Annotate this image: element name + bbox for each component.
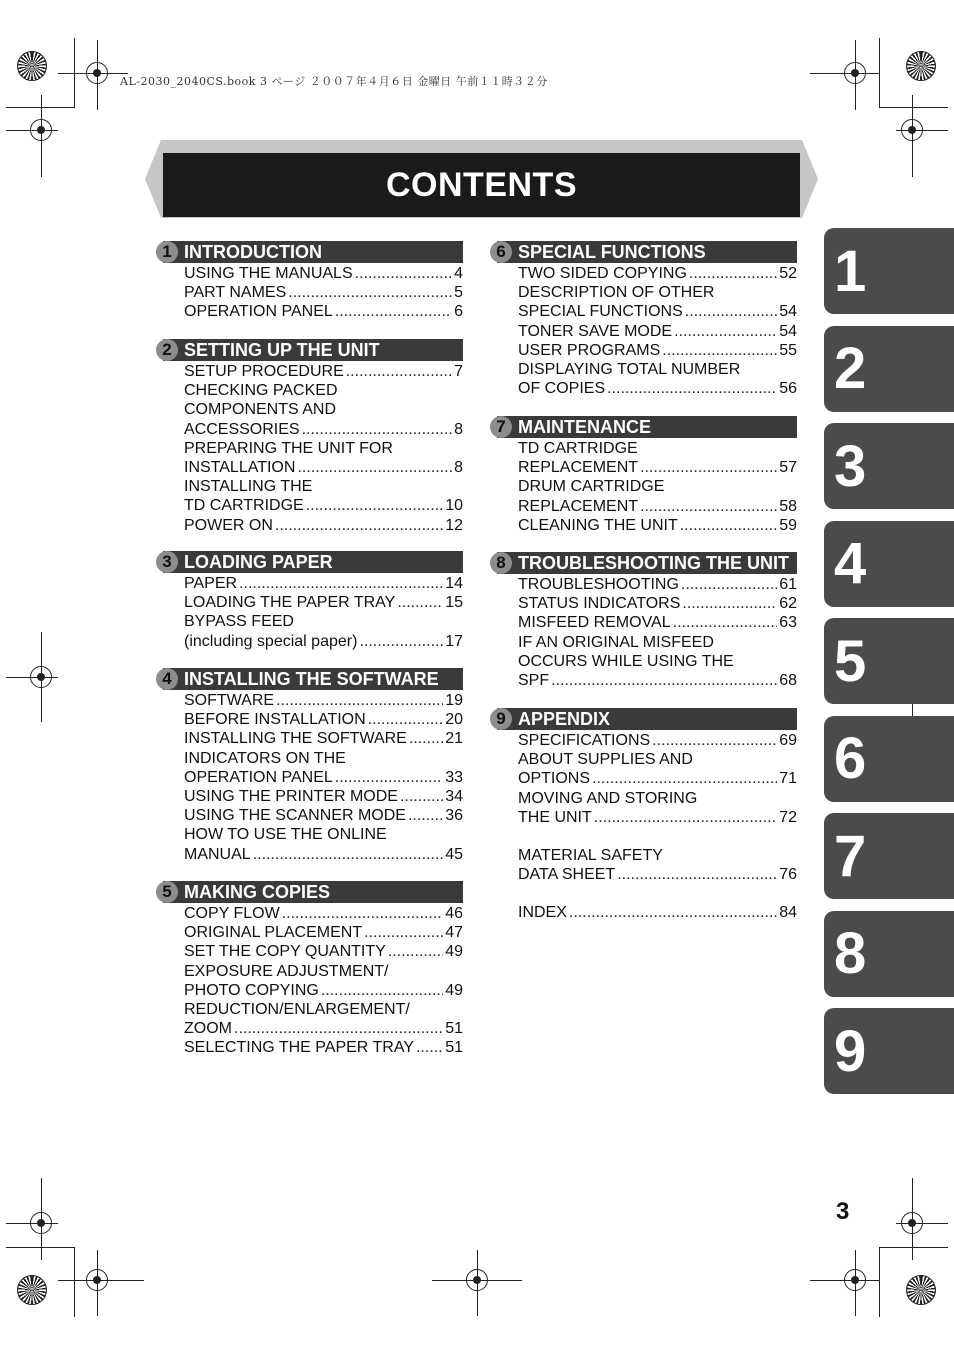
section-entries — [518, 439, 797, 535]
dot-leader — [239, 574, 443, 593]
dot-leader — [617, 865, 777, 884]
section-title: APPENDIX — [518, 708, 611, 729]
chapter-tab-label: 4 — [834, 531, 867, 596]
dot-leader — [335, 768, 443, 787]
section-number-badge: 9 — [490, 708, 512, 730]
toc-entry[interactable] — [184, 923, 463, 942]
entry-page: 17 — [445, 632, 463, 650]
toc-entry[interactable] — [184, 362, 463, 381]
toc-entry[interactable] — [184, 981, 463, 1000]
entry-text: HOW TO USE THE ONLINE — [184, 826, 387, 844]
toc-entry[interactable] — [518, 379, 797, 398]
dot-leader — [397, 593, 443, 612]
section-number-badge: 2 — [156, 339, 178, 361]
registration-mark-icon — [30, 119, 52, 141]
section-header — [163, 551, 463, 573]
dot-leader — [681, 575, 777, 594]
entry-spacer — [518, 884, 797, 903]
entry-text: SPF — [518, 672, 550, 690]
section-number-badge: 1 — [156, 241, 178, 263]
chapter-tab-9[interactable] — [824, 1008, 954, 1094]
entry-text: ORIGINAL PLACEMENT — [184, 924, 363, 942]
entry-page: 76 — [779, 866, 797, 884]
dot-leader — [408, 806, 443, 825]
dot-leader — [652, 731, 777, 750]
entry-text: PART NAMES — [184, 284, 287, 302]
entry-text: INDICATORS ON THE — [184, 749, 346, 767]
toc-entry[interactable] — [184, 806, 463, 825]
toc-entry[interactable] — [518, 846, 797, 865]
toc-entry[interactable] — [184, 1038, 463, 1057]
entry-page: 84 — [779, 904, 797, 922]
registration-mark-icon — [466, 1269, 488, 1291]
dot-leader — [276, 691, 443, 710]
entry-page: 33 — [445, 768, 463, 786]
chapter-tab-8[interactable] — [824, 911, 954, 997]
chapter-tab-4[interactable] — [824, 521, 954, 607]
entry-text: DESCRIPTION OF OTHER — [518, 284, 715, 302]
section-header — [163, 668, 463, 690]
section-title: INSTALLING THE SOFTWARE — [184, 668, 439, 689]
section-title: TROUBLESHOOTING THE UNIT — [518, 552, 789, 573]
entry-text: CLEANING THE UNIT — [518, 516, 678, 534]
entry-text: TD CARTRIDGE — [184, 497, 304, 515]
entry-text: SOFTWARE — [184, 692, 275, 709]
dot-leader — [302, 420, 453, 439]
entry-page: 46 — [445, 905, 463, 922]
toc-entry[interactable] — [518, 594, 797, 613]
toc-section — [163, 668, 463, 864]
dot-leader — [346, 362, 452, 381]
entry-text: DATA SHEET — [518, 866, 616, 884]
starburst-mark-icon — [906, 51, 936, 81]
page-title: CONTENTS — [386, 165, 577, 204]
section-number-badge: 6 — [490, 241, 512, 263]
dot-leader — [680, 516, 777, 535]
section-header — [497, 241, 797, 263]
registration-mark-icon — [901, 119, 923, 141]
entry-page: 51 — [445, 1039, 463, 1057]
section-title: MAKING COPIES — [184, 881, 331, 902]
section-entries — [518, 575, 797, 690]
toc-entry[interactable] — [518, 497, 797, 516]
toc-entry[interactable] — [184, 283, 463, 302]
registration-mark-icon — [901, 1212, 923, 1234]
toc-entry[interactable] — [518, 264, 797, 283]
entry-page: 69 — [779, 732, 797, 749]
toc-entry[interactable] — [184, 574, 463, 593]
entry-text: BEFORE INSTALLATION — [184, 711, 366, 729]
entry-page: 45 — [445, 845, 463, 863]
dot-leader — [673, 613, 778, 632]
entry-text: DRUM CARTRIDGE — [518, 478, 665, 496]
dot-leader — [364, 923, 443, 942]
dot-leader — [253, 845, 444, 864]
dot-leader — [400, 787, 443, 806]
toc-section — [163, 881, 463, 1058]
entry-text: SELECTING THE PAPER TRAY — [184, 1039, 414, 1057]
chapter-tab-1[interactable] — [824, 228, 954, 314]
entry-text: COMPONENTS AND — [184, 401, 337, 419]
toc-section — [497, 241, 797, 398]
entry-page: 57 — [779, 459, 797, 477]
entry-text: REDUCTION/ENLARGEMENT/ — [184, 1001, 410, 1019]
section-entries — [518, 264, 797, 398]
entry-text: OF COPIES — [518, 380, 606, 398]
section-header — [497, 552, 797, 574]
entry-page: 47 — [445, 924, 463, 942]
dot-leader — [594, 808, 777, 827]
entry-text: PHOTO COPYING — [184, 981, 319, 999]
toc-entry[interactable] — [518, 302, 797, 321]
toc-section — [163, 339, 463, 535]
section-entries — [184, 264, 463, 322]
entry-text: PAPER — [184, 575, 238, 592]
chapter-tab-label: 7 — [834, 823, 867, 889]
toc-entry[interactable] — [518, 769, 797, 788]
toc-entry[interactable] — [184, 845, 463, 864]
entry-page: 15 — [445, 594, 463, 612]
toc-entry[interactable] — [184, 825, 463, 844]
toc-section — [163, 241, 463, 322]
toc-entry[interactable] — [184, 516, 463, 535]
toc-entry[interactable] — [184, 1019, 463, 1038]
chapter-tab-label: 1 — [834, 238, 867, 304]
dot-leader — [551, 671, 777, 690]
entry-text: OPERATION PANEL — [184, 768, 333, 786]
chapter-tab-label: 5 — [834, 628, 867, 694]
entry-page: 20 — [445, 711, 463, 729]
entry-page: 56 — [779, 380, 797, 398]
dot-leader — [282, 904, 443, 923]
dot-leader — [335, 302, 452, 321]
entry-text: USING THE MANUALS — [184, 265, 353, 282]
entry-text: SPECIAL FUNCTIONS — [518, 303, 683, 321]
section-entries — [184, 574, 463, 651]
toc-section — [497, 552, 797, 690]
entry-text: LOADING THE PAPER TRAY — [184, 594, 396, 612]
dot-leader — [388, 942, 443, 961]
chapter-tab-6[interactable] — [824, 716, 954, 802]
chapter-tab-label: 9 — [834, 1018, 867, 1084]
entry-page: 49 — [445, 981, 463, 999]
dot-leader — [689, 264, 777, 283]
entry-page: 51 — [445, 1020, 463, 1038]
entry-page: 10 — [445, 497, 463, 515]
registration-mark-icon — [86, 1269, 108, 1291]
entry-text: SET THE COPY QUANTITY — [184, 943, 386, 961]
entry-text: MATERIAL SAFETY — [518, 847, 663, 865]
entry-page: 61 — [779, 576, 797, 593]
entry-page: 14 — [445, 575, 463, 592]
section-number-badge: 4 — [156, 668, 178, 690]
section-title: SETTING UP THE UNIT — [184, 339, 380, 360]
dot-leader — [685, 302, 777, 321]
chapter-tab-5[interactable] — [824, 618, 954, 704]
entry-page: 36 — [445, 807, 463, 825]
dot-leader — [592, 769, 777, 788]
dot-leader — [662, 341, 777, 360]
toc-entry[interactable] — [184, 381, 463, 400]
entry-text: IF AN ORIGINAL MISFEED — [518, 633, 714, 651]
dot-leader — [640, 497, 777, 516]
toc-entry[interactable] — [518, 360, 797, 379]
section-title: LOADING PAPER — [184, 551, 333, 572]
dot-leader — [234, 1019, 443, 1038]
entry-text: SETUP PROCEDURE — [184, 363, 344, 380]
entry-text: DISPLAYING TOTAL NUMBER — [518, 361, 741, 379]
entry-page: 54 — [779, 303, 797, 321]
section-number-badge: 3 — [156, 551, 178, 573]
entry-text: MISFEED REMOVAL — [518, 614, 671, 632]
dot-leader — [640, 458, 777, 477]
entry-text: CHECKING PACKED — [184, 382, 338, 400]
entry-text: COPY FLOW — [184, 905, 280, 922]
toc-entry[interactable] — [184, 787, 463, 806]
section-title: SPECIAL FUNCTIONS — [518, 241, 706, 262]
dot-leader — [409, 729, 443, 748]
section-number-badge: 7 — [490, 416, 512, 438]
entry-page: 34 — [445, 788, 463, 806]
entry-text: MOVING AND STORING — [518, 789, 698, 807]
entry-text: (including special paper) — [184, 632, 358, 650]
entry-text: STATUS INDICATORS — [518, 595, 681, 613]
entry-text: POWER ON — [184, 516, 273, 534]
starburst-mark-icon — [906, 1275, 936, 1305]
entry-page: 8 — [454, 420, 463, 438]
title-banner — [163, 153, 800, 217]
toc-entry[interactable] — [184, 302, 463, 321]
entry-text: ACCESSORIES — [184, 420, 300, 438]
toc-section — [497, 708, 797, 923]
chapter-tab-2[interactable] — [824, 326, 954, 412]
entry-text: TROUBLESHOOTING — [518, 576, 679, 593]
entry-text: TD CARTRIDGE — [518, 440, 638, 457]
section-number-badge: 5 — [156, 881, 178, 903]
toc-entry[interactable] — [518, 903, 797, 922]
dot-leader — [297, 458, 452, 477]
entry-text: PREPARING THE UNIT FOR — [184, 439, 393, 457]
toc-entry[interactable] — [184, 710, 463, 729]
dot-leader — [607, 379, 777, 398]
toc-entry[interactable] — [184, 942, 463, 961]
entry-text: MANUAL — [184, 845, 251, 863]
section-header — [497, 416, 797, 438]
toc-entry[interactable] — [518, 322, 797, 341]
entry-page: 54 — [779, 322, 797, 340]
entry-text: OCCURS WHILE USING THE — [518, 652, 734, 670]
toc-entry[interactable] — [184, 439, 463, 458]
toc-entry[interactable] — [184, 749, 463, 768]
toc-entry[interactable] — [184, 962, 463, 981]
section-title: MAINTENANCE — [518, 416, 651, 437]
starburst-mark-icon — [17, 1275, 47, 1305]
registration-mark-icon — [844, 1269, 866, 1291]
dot-leader — [368, 710, 444, 729]
registration-mark-icon — [30, 666, 52, 688]
toc-entry[interactable] — [518, 516, 797, 535]
entry-text: OPERATION PANEL — [184, 303, 333, 321]
entry-page: 62 — [779, 595, 797, 613]
entry-page: 68 — [779, 672, 797, 690]
entry-page: 55 — [779, 341, 797, 359]
dot-leader — [359, 632, 443, 651]
entry-page: 7 — [454, 363, 463, 380]
section-title: INTRODUCTION — [184, 241, 322, 262]
toc-entry[interactable] — [184, 1000, 463, 1019]
entry-page: 59 — [779, 516, 797, 534]
entry-text: INSTALLING THE SOFTWARE — [184, 730, 407, 748]
page-number: 3 — [836, 1198, 850, 1225]
entry-text: REPLACEMENT — [518, 459, 639, 477]
section-number-badge: 8 — [490, 552, 512, 574]
toc-entry[interactable] — [518, 808, 797, 827]
toc-entry[interactable] — [518, 575, 797, 594]
entry-page: 72 — [779, 808, 797, 826]
section-entries — [184, 691, 463, 864]
entry-text: OPTIONS — [518, 770, 591, 788]
section-entries — [518, 731, 797, 923]
toc-section — [497, 416, 797, 535]
entry-page: 4 — [454, 265, 463, 282]
dot-leader — [355, 264, 452, 283]
entry-text: SPECIFICATIONS — [518, 732, 651, 749]
entry-text: TWO SIDED COPYING — [518, 265, 687, 282]
chapter-tab-7[interactable] — [824, 813, 954, 899]
entry-text: USER PROGRAMS — [518, 341, 661, 359]
dot-leader — [275, 516, 443, 535]
print-header: AL-2030_2040CS.book 3 ページ ２００７年４月６日 金曜日 午前１１時３２分 — [120, 75, 548, 88]
registration-mark-icon — [844, 62, 866, 84]
entry-page: 5 — [454, 284, 463, 302]
toc-entry[interactable] — [184, 729, 463, 748]
entry-page: 6 — [454, 303, 463, 321]
toc-entry[interactable] — [184, 768, 463, 787]
toc-entry[interactable] — [184, 264, 463, 283]
toc-entry[interactable] — [518, 865, 797, 884]
toc-entry[interactable] — [518, 652, 797, 671]
entry-page: 12 — [445, 516, 463, 534]
toc-entry[interactable] — [184, 420, 463, 439]
entry-text: INDEX — [518, 904, 567, 922]
dot-leader — [569, 903, 777, 922]
dot-leader — [306, 496, 443, 515]
dot-leader — [416, 1038, 443, 1057]
chapter-tab-3[interactable] — [824, 423, 954, 509]
registration-mark-icon — [86, 62, 108, 84]
section-header — [163, 241, 463, 263]
entry-page: 63 — [779, 614, 797, 632]
entry-page: 71 — [779, 770, 797, 788]
entry-page: 19 — [445, 692, 463, 709]
entry-text: ABOUT SUPPLIES AND — [518, 751, 693, 769]
entry-text: TONER SAVE MODE — [518, 322, 673, 340]
toc-entry[interactable] — [518, 283, 797, 302]
entry-text: USING THE PRINTER MODE — [184, 788, 398, 806]
chapter-tab-label: 3 — [834, 433, 867, 499]
toc-entry[interactable] — [184, 691, 463, 710]
entry-page: 58 — [779, 497, 797, 515]
toc-entry[interactable] — [184, 400, 463, 419]
toc-entry[interactable] — [518, 750, 797, 769]
entry-text: REPLACEMENT — [518, 497, 639, 515]
entry-text: ZOOM — [184, 1020, 232, 1038]
toc-entry[interactable] — [184, 593, 463, 612]
toc-entry[interactable] — [518, 731, 797, 750]
entry-text: EXPOSURE ADJUSTMENT/ — [184, 962, 389, 980]
entry-page: 8 — [454, 459, 463, 477]
toc-entry[interactable] — [518, 789, 797, 808]
entry-text: BYPASS FEED — [184, 613, 294, 631]
section-entries — [184, 904, 463, 1058]
dot-leader — [682, 594, 777, 613]
entry-spacer — [518, 827, 797, 846]
toc-entry[interactable] — [518, 613, 797, 632]
dot-leader — [321, 981, 443, 1000]
toc-entry[interactable] — [184, 632, 463, 651]
toc-entry[interactable] — [184, 496, 463, 515]
dot-leader — [674, 322, 777, 341]
entry-page: 21 — [445, 730, 463, 748]
toc-entry[interactable] — [184, 477, 463, 496]
toc-entry[interactable] — [184, 458, 463, 477]
entry-text: THE UNIT — [518, 808, 592, 826]
toc-section — [163, 551, 463, 651]
entry-text: INSTALLATION — [184, 459, 296, 477]
section-header — [163, 881, 463, 903]
entry-text: USING THE SCANNER MODE — [184, 807, 406, 825]
chapter-tab-label: 6 — [834, 726, 867, 791]
toc-entry[interactable] — [184, 612, 463, 631]
entry-page: 49 — [445, 943, 463, 961]
section-header — [163, 339, 463, 361]
entry-text: INSTALLING THE — [184, 478, 313, 496]
toc-entry[interactable] — [184, 904, 463, 923]
chapter-tab-label: 2 — [834, 336, 867, 401]
toc-entry[interactable] — [518, 633, 797, 652]
section-header — [497, 708, 797, 730]
dot-leader — [288, 283, 452, 302]
section-entries — [184, 362, 463, 535]
registration-mark-icon — [30, 1212, 52, 1234]
entry-page: 52 — [779, 265, 797, 282]
toc-entry[interactable] — [518, 477, 797, 496]
chapter-tab-label: 8 — [834, 921, 867, 986]
toc-entry[interactable] — [518, 671, 797, 690]
toc-entry[interactable] — [518, 341, 797, 360]
starburst-mark-icon — [17, 51, 47, 81]
toc-entry[interactable] — [518, 458, 797, 477]
toc-entry[interactable] — [518, 439, 797, 458]
